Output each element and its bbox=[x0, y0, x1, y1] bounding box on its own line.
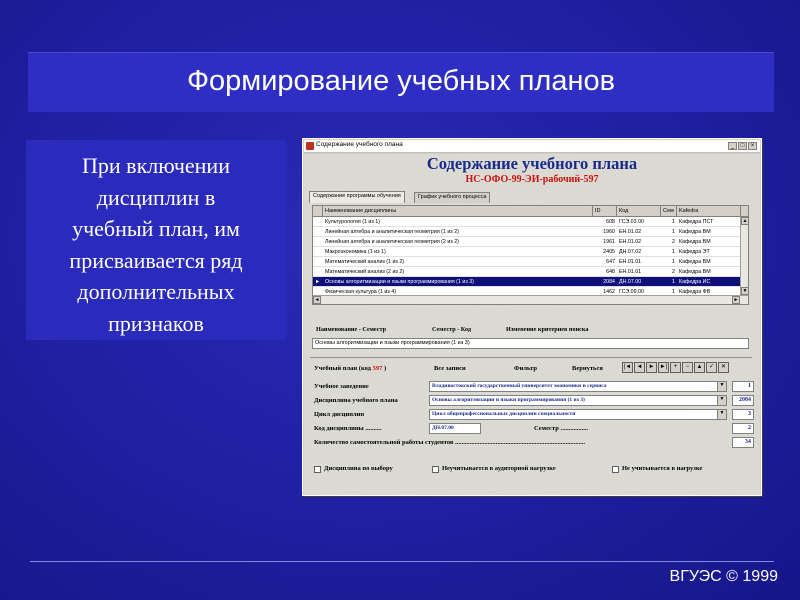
cycle-select[interactable] bbox=[429, 409, 727, 420]
table-cell: ЕН.01.01 bbox=[619, 259, 642, 265]
footer-divider bbox=[30, 561, 774, 562]
cancel-record-icon[interactable]: ✕ bbox=[718, 362, 729, 373]
table-cell: 1 bbox=[672, 289, 675, 295]
table-cell: 2084 bbox=[603, 279, 615, 285]
table-cell: 2 bbox=[672, 239, 675, 245]
table-cell: 1 bbox=[672, 219, 675, 225]
row-indicator bbox=[313, 217, 323, 227]
header-semester[interactable]: Сем bbox=[661, 206, 677, 217]
table-cell: ДН.07.02 bbox=[619, 249, 642, 255]
table-cell: 2405 bbox=[603, 249, 615, 255]
delete-record-icon[interactable]: − bbox=[682, 362, 693, 373]
table-cell: Линейная алгебра и аналитическая геометрия (2 из 2) bbox=[325, 239, 459, 245]
next-record-icon[interactable]: ► bbox=[646, 362, 657, 373]
row-indicator: ► bbox=[315, 279, 321, 285]
header-code[interactable]: Код bbox=[617, 206, 661, 217]
maximize-button[interactable]: □ bbox=[738, 142, 747, 150]
chevron-down-icon[interactable]: ▼ bbox=[717, 382, 726, 391]
scroll-left-icon[interactable]: ◄ bbox=[314, 297, 320, 303]
table-cell: Физическая культура (1 из 4) bbox=[325, 289, 396, 295]
prev-record-icon[interactable]: ◄ bbox=[634, 362, 645, 373]
table-cell: 1462 bbox=[603, 289, 615, 295]
scroll-up-icon[interactable]: ▲ bbox=[742, 218, 748, 224]
footer-copyright: ВГУЭС © 1999 bbox=[669, 568, 778, 585]
header-id[interactable]: ID bbox=[593, 206, 617, 217]
table-cell: Кафедра ИС bbox=[679, 279, 711, 285]
table-cell: 1 bbox=[672, 249, 675, 255]
table-cell: Кафедра ЭТ bbox=[679, 249, 710, 255]
slide-title: Формирование учебных планов bbox=[186, 65, 616, 97]
add-record-icon[interactable]: + bbox=[670, 362, 681, 373]
search-input[interactable]: Основы алгоритмизации и языки программирования (1 из 3) bbox=[312, 338, 749, 349]
plan-code-paren: ) bbox=[383, 365, 387, 372]
divider bbox=[310, 357, 752, 358]
semester-label: Семестр ................. bbox=[534, 425, 589, 432]
description-line: присваивается ряд bbox=[69, 247, 243, 273]
title-banner bbox=[28, 52, 774, 112]
table-cell: 2 bbox=[672, 269, 675, 275]
description-line: учебный план, им bbox=[72, 216, 240, 241]
row-indicator bbox=[313, 257, 323, 267]
description-line: При включении bbox=[82, 153, 230, 178]
vertical-scrollbar[interactable] bbox=[740, 217, 748, 295]
table-cell: ЕН.01.02 bbox=[619, 239, 642, 245]
form-area bbox=[304, 154, 760, 495]
table-cell: 1960 bbox=[603, 229, 615, 235]
table-cell: Культурология (1 из 1) bbox=[325, 219, 380, 225]
elective-checkbox[interactable] bbox=[314, 466, 321, 473]
table-cell: Макроэкономика (1 из 1) bbox=[325, 249, 386, 255]
search-label-semester-code[interactable]: Семестр - Код bbox=[432, 326, 472, 333]
last-record-icon[interactable]: ►| bbox=[658, 362, 669, 373]
cycle-label: Цикл дисциплин bbox=[314, 411, 365, 418]
app-window bbox=[302, 138, 762, 496]
table-cell: 648 bbox=[606, 269, 615, 275]
not-in-load-checkbox[interactable] bbox=[612, 466, 619, 473]
header-department[interactable]: Kafedra bbox=[677, 206, 741, 217]
selfwork-number[interactable]: 34 bbox=[732, 437, 754, 448]
table-cell: ЕН.01.01 bbox=[619, 269, 642, 275]
all-records-button[interactable]: Все записи bbox=[434, 365, 466, 372]
first-record-icon[interactable]: |◄ bbox=[622, 362, 633, 373]
cycle-value: Цикл общепрофессиональных дисциплин специальности bbox=[432, 411, 576, 417]
search-label-name-semester[interactable]: Наименование - Семестр bbox=[316, 326, 387, 333]
discipline-label: Дисциплина учебного плана bbox=[314, 397, 398, 404]
table-cell: 1 bbox=[672, 279, 675, 285]
horizontal-scrollbar[interactable] bbox=[313, 295, 748, 304]
table-row[interactable] bbox=[313, 257, 748, 267]
table-cell: Кафедра ВМ bbox=[679, 259, 711, 265]
close-button[interactable]: × bbox=[748, 142, 757, 150]
elective-label: Дисциплина по выбору bbox=[324, 465, 393, 472]
table-cell: Кафедра ФВ bbox=[679, 289, 711, 295]
form-heading: Содержание учебного плана bbox=[426, 154, 638, 173]
disciplines-table bbox=[312, 205, 749, 305]
table-cell: Кафедра ВМ bbox=[679, 269, 711, 275]
table-cell: Математический анализ (2 из 2) bbox=[325, 269, 405, 275]
header-indicator bbox=[313, 206, 323, 217]
window-title: Содержание учебного плана bbox=[316, 141, 403, 148]
edit-record-icon[interactable]: ▲ bbox=[694, 362, 705, 373]
table-row[interactable] bbox=[313, 267, 748, 277]
app-icon bbox=[306, 142, 314, 150]
semester-number[interactable]: 2 bbox=[732, 423, 754, 434]
table-cell: ГСЭ.09.00 bbox=[619, 289, 644, 295]
discipline-select[interactable] bbox=[429, 395, 727, 406]
tab-schedule[interactable]: График учебного процесса bbox=[414, 192, 490, 203]
search-label-change-criteria[interactable]: Изменение критериев поиска bbox=[506, 326, 589, 333]
selfwork-label: Количество самостоятельной работы студентов ................................................................................ bbox=[314, 439, 586, 446]
row-indicator bbox=[313, 227, 323, 237]
row-indicator bbox=[313, 237, 323, 247]
institution-select[interactable] bbox=[429, 381, 727, 392]
institution-number[interactable]: 1 bbox=[732, 381, 754, 392]
institution-value: Владивостокский государственный университет экономики и сервиса bbox=[432, 383, 607, 389]
table-row[interactable] bbox=[313, 217, 748, 227]
not-in-classroom-checkbox[interactable] bbox=[432, 466, 439, 473]
plan-code-heading: НС-ОФО-99-ЭИ-рабочий-597 bbox=[465, 174, 599, 185]
table-cell: ЕН.01.02 bbox=[619, 229, 642, 235]
table-header bbox=[313, 206, 748, 217]
code-label: Код дисциплины .......... bbox=[314, 425, 382, 432]
table-cell: 1961 bbox=[603, 239, 615, 245]
table-cell: Математический анализ (1 из 2) bbox=[325, 259, 405, 265]
discipline-number[interactable]: 2084 bbox=[732, 395, 754, 406]
table-row[interactable] bbox=[313, 247, 748, 257]
plan-code-label bbox=[314, 365, 386, 372]
description-text bbox=[26, 150, 286, 339]
description-line: признаков bbox=[108, 310, 204, 336]
table-row[interactable] bbox=[313, 227, 748, 237]
table-cell: Кафедра ПСТ bbox=[679, 219, 714, 225]
description-line: дополнительных bbox=[77, 279, 235, 304]
scroll-right-icon[interactable]: ► bbox=[733, 297, 739, 303]
table-cell: 1 bbox=[672, 259, 675, 265]
plan-code-value: 597 bbox=[372, 365, 383, 372]
table-row[interactable] bbox=[313, 277, 748, 287]
code-input[interactable]: ДН.07.00 bbox=[429, 423, 481, 434]
scroll-down-icon[interactable]: ▼ bbox=[742, 288, 748, 294]
table-cell: Кафедра ВМ bbox=[679, 239, 711, 245]
table-cell: 1 bbox=[672, 229, 675, 235]
description-box bbox=[26, 140, 286, 340]
description-line: дисциплин в bbox=[96, 184, 216, 210]
plan-code-text: Учебный план (код bbox=[314, 365, 371, 372]
table-cell: ДН.07.00 bbox=[619, 279, 642, 285]
row-indicator bbox=[313, 247, 323, 257]
table-cell: ГСЭ.03.00 bbox=[619, 219, 644, 225]
discipline-value: Основы алгоритмизации и языки программирования (1 из 3) bbox=[432, 397, 585, 403]
header-name[interactable]: Наименование дисциплины bbox=[323, 206, 593, 217]
not-in-load-label: Не учитывается в нагрузке bbox=[622, 465, 703, 472]
post-record-icon[interactable]: ✓ bbox=[706, 362, 717, 373]
tab-program-content[interactable]: Содержание программы обучения bbox=[309, 191, 405, 203]
return-button[interactable]: Вернуться bbox=[572, 365, 603, 372]
chevron-down-icon[interactable]: ▼ bbox=[717, 396, 726, 405]
table-cell: Линейная алгебра и аналитическая геометрия (1 из 2) bbox=[325, 229, 459, 235]
table-row[interactable] bbox=[313, 237, 748, 247]
filter-button[interactable]: Фильтр bbox=[514, 365, 538, 372]
minimize-button[interactable]: _ bbox=[728, 142, 737, 150]
table-cell: 647 bbox=[606, 259, 615, 265]
row-indicator bbox=[313, 267, 323, 277]
table-cell: 608 bbox=[606, 219, 615, 225]
institution-label: Учебное заведение bbox=[314, 383, 369, 390]
not-in-classroom-label: Неучитывается в аудиторной нагрузке bbox=[442, 465, 556, 472]
cycle-number[interactable]: 3 bbox=[732, 409, 754, 420]
table-cell: Кафедра ВМ bbox=[679, 229, 711, 235]
table-cell: Основы алгоритмизации и языки программирования (1 из 3) bbox=[325, 279, 474, 285]
chevron-down-icon[interactable]: ▼ bbox=[717, 410, 726, 419]
window-titlebar bbox=[304, 140, 760, 153]
